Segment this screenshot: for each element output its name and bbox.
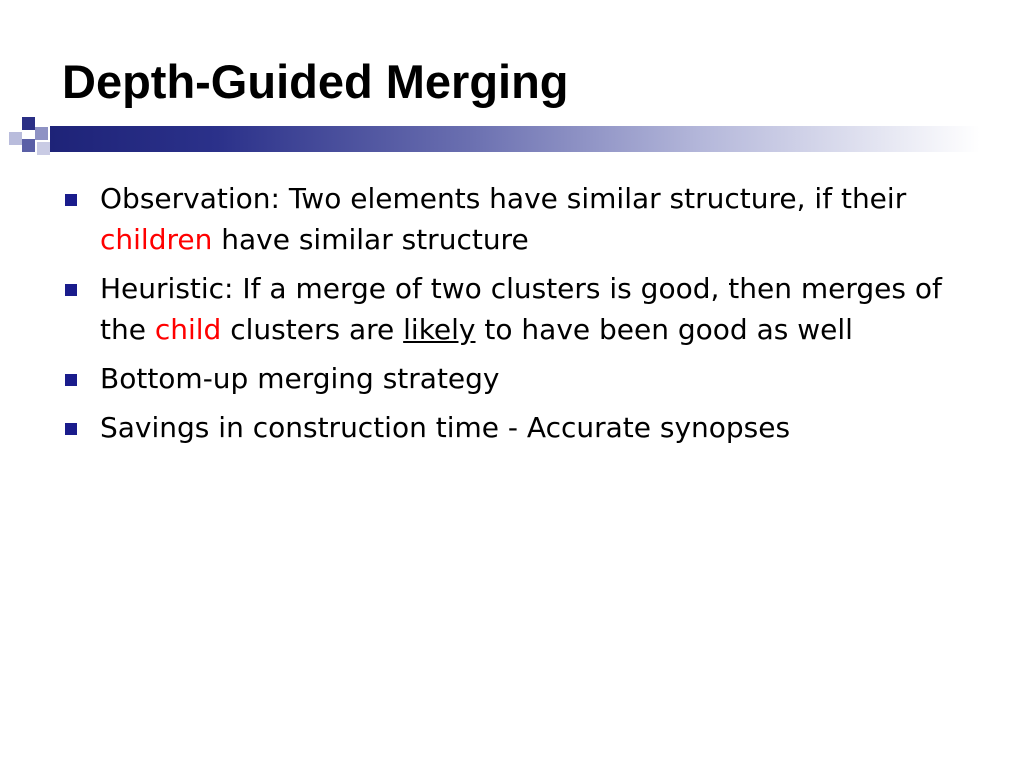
bullet-item [62,358,992,399]
highlighted-word: children [100,223,213,256]
deco-square [22,139,35,152]
bullet-list [62,178,992,456]
underlined-word: likely [403,313,476,346]
square-bullet-icon [65,423,77,435]
deco-square [9,132,22,145]
deco-square [35,127,48,140]
highlighted-word: child [154,313,222,346]
bullet-text: have similar structure [212,223,529,256]
deco-square [37,142,50,155]
square-bullet-icon [65,374,77,386]
bullet-text: Savings in construction time - Accurate synopses [100,411,791,444]
title-underline-bar [50,126,980,152]
deco-square [22,117,35,130]
bullet-item [62,178,992,260]
bullet-text: clusters are [221,313,404,346]
square-bullet-icon [65,284,77,296]
bullet-text: to have been good as well [475,313,853,346]
bullet-text: Bottom-up merging strategy [100,362,500,395]
bullet-item [62,407,992,448]
bullet-text: Observation: Two elements have similar structure, if their [100,182,907,215]
bullet-item [62,268,992,350]
slide-title: Depth-Guided Merging [62,55,569,108]
bullet-text: Heuristic: If a merge of two clusters is good, then merges of the [100,272,942,346]
square-bullet-icon [65,194,77,206]
